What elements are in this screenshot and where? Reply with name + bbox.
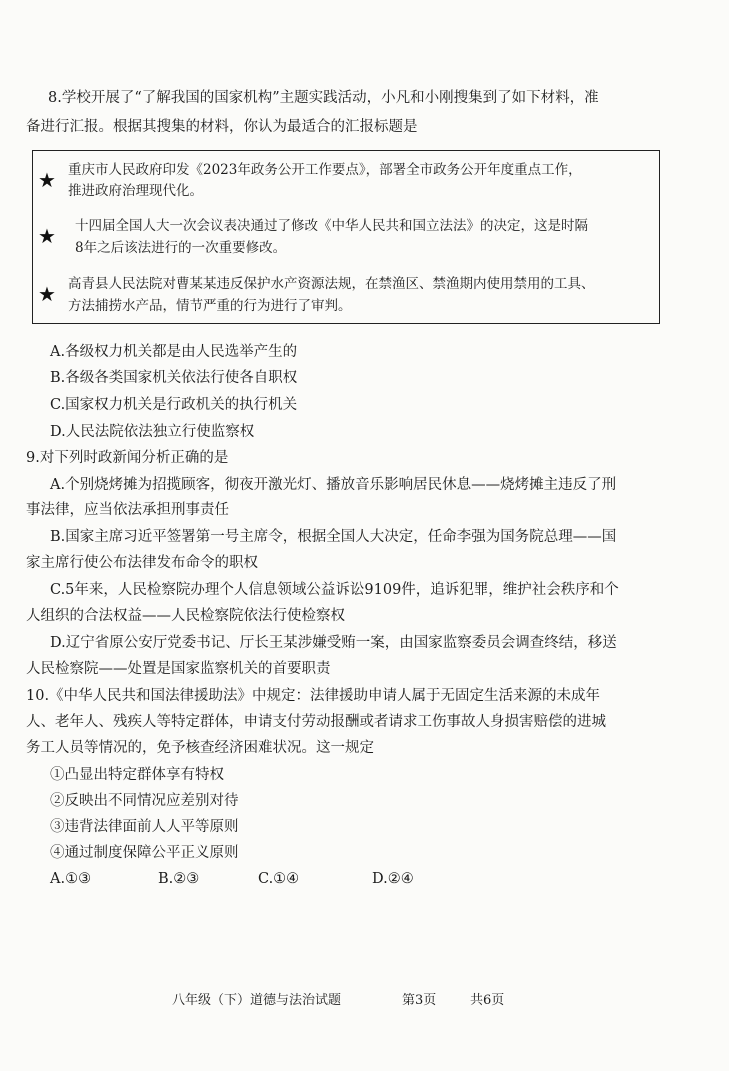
q8-material-3-line1: 高青县人民法院对曹某某违反保护水产资源法规，在禁渔区、禁渔期内使用禁用的工具、 xyxy=(68,276,595,292)
q8-option-a: A.各级权力机关都是由人民选举产生的 xyxy=(50,344,298,360)
q10-stem-line3: 务工人员等情况的，免予核查经济困难状况。这一规定 xyxy=(26,740,374,756)
star-icon: ★ xyxy=(38,224,56,248)
q8-stem-line1: 8.学校开展了“了解我国的国家机构”主题实践活动，小凡和小刚搜集到了如下材料，准 xyxy=(48,90,599,106)
q10-option-d: D.②④ xyxy=(372,871,414,887)
q10-option-c: C.①④ xyxy=(258,871,300,887)
footer-total-pages: 共6页 xyxy=(470,993,505,1008)
q9-option-b-line2: 家主席行使公布法律发布命令的职权 xyxy=(26,555,258,571)
q8-option-d: D.人民法院依法独立行使监察权 xyxy=(50,424,255,440)
q8-material-2-line1: 十四届全国人大一次会议表决通过了修改《中华人民共和国立法法》的决定，这是时隔 xyxy=(75,218,588,234)
q8-option-c: C.国家权力机关是行政机关的执行机关 xyxy=(50,397,298,413)
q9-option-b-line1: B.国家主席习近平签署第一号主席令，根据全国人大决定，任命李强为国务院总理——国 xyxy=(50,529,617,545)
q9-option-d-line1: D.辽宁省原公安厅党委书记、厅长王某涉嫌受贿一案，由国家监察委员会调查终结，移送 xyxy=(50,635,617,651)
q10-option-b: B.②③ xyxy=(158,871,200,887)
q10-item-1: ①凸显出特定群体享有特权 xyxy=(50,767,224,783)
q10-option-a: A.①③ xyxy=(50,871,92,887)
q10-item-4: ④通过制度保障公平正义原则 xyxy=(50,845,239,861)
q8-stem-line2: 备进行汇报。根据其搜集的材料，你认为最适合的汇报标题是 xyxy=(26,119,418,135)
q8-material-2-line2: 8年之后该法进行的一次重要修改。 xyxy=(75,240,287,256)
q9-option-d-line2: 人民检察院——处置是国家监察机关的首要职责 xyxy=(26,661,331,677)
q10-item-3: ③违背法律面前人人平等原则 xyxy=(50,819,239,835)
q9-option-a-line1: A.个别烧烤摊为招揽顾客，彻夜开激光灯、播放音乐影响居民休息——烧烤摊主违反了刑 xyxy=(50,477,617,493)
q10-stem-line1: 10.《中华人民共和国法律援助法》中规定：法律援助申请人属于无固定生活来源的未成年 xyxy=(26,688,601,704)
q8-option-b: B.各级各类国家机关依法行使各自职权 xyxy=(50,370,298,386)
star-icon: ★ xyxy=(38,282,56,306)
footer-subject: 八年级（下）道德与法治试题 xyxy=(172,993,342,1008)
q8-material-1-line2: 推进政府治理现代化。 xyxy=(68,183,203,199)
q9-option-c-line1: C.5年来，人民检察院办理个人信息领域公益诉讼9109件，追诉犯罪，维护社会秩序和个 xyxy=(50,582,619,598)
q8-material-1-line1: 重庆市人民政府印发《2023年政务公开工作要点》，部署全市政务公开年度重点工作， xyxy=(68,162,582,178)
footer-page-number: 第3页 xyxy=(402,993,437,1008)
q9-option-c-line2: 人组织的合法权益——人民检察院依法行使检察权 xyxy=(26,608,345,624)
star-icon: ★ xyxy=(38,168,56,192)
q9-option-a-line2: 事法律，应当依法承担刑事责任 xyxy=(26,502,229,518)
q9-stem: 9.对下列时政新闻分析正确的是 xyxy=(26,450,229,466)
q10-item-2: ②反映出不同情况应差别对待 xyxy=(50,793,239,809)
q10-stem-line2: 人、老年人、残疾人等特定群体，申请支付劳动报酬或者请求工伤事故人身损害赔偿的进城 xyxy=(26,714,606,730)
q8-material-3-line2: 方法捕捞水产品，情节严重的行为进行了审判。 xyxy=(68,298,352,314)
